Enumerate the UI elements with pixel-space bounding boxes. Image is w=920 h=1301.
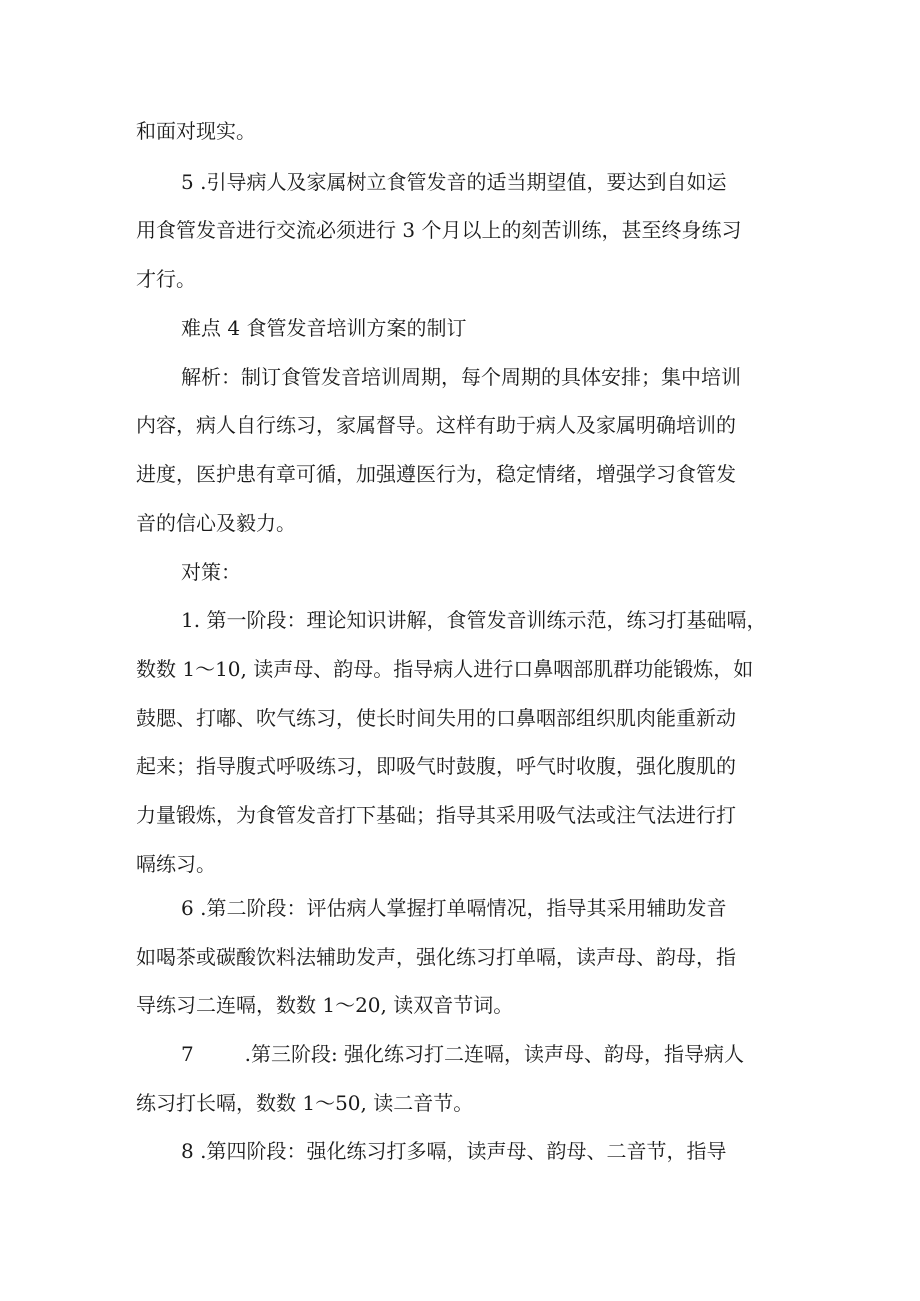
text-line: 才行。	[136, 267, 196, 291]
list-item-5: 5 .引导病人及家属树立食管发音的适当期望值，要达到自如运	[181, 170, 727, 194]
text-line: 和面对现实。	[136, 119, 256, 143]
text-line: 如喝茶或碳酸饮料法辅助发声，强化练习打单嗝，读声母、韵母，指	[136, 945, 736, 969]
strategy-label: 对策：	[181, 560, 241, 584]
text-line: 练习打长嗝，数数 1～50, 读二音节。	[136, 1091, 474, 1115]
text-line: 内容，病人自行练习，家属督导。这样有助于病人及家属明确培训的	[136, 413, 736, 437]
section-heading: 难点 4 食管发音培训方案的制订	[181, 316, 467, 340]
text-line: 起来；指导腹式呼吸练习，即吸气时鼓腹，呼气时收腹，强化腹肌的	[136, 754, 736, 778]
text-line: 鼓腮、打嘟、吹气练习，使长时间失用的口鼻咽部组织肌肉能重新动	[136, 706, 736, 730]
text-line: 音的信心及毅力。	[136, 511, 296, 535]
text-line: 用食管发音进行交流必须进行 3 个月以上的刻苦训练，甚至终身练习	[136, 218, 742, 242]
list-item-1: 1. 第一阶段：理论知识讲解，食管发音训练示范，练习打基础嗝，	[181, 608, 767, 632]
analysis-paragraph: 解析：制订食管发音培训周期，每个周期的具体安排；集中培训	[181, 365, 741, 389]
text-line: 力量锻炼，为食管发音打下基础；指导其采用吸气法或注气法进行打	[136, 803, 736, 827]
text-line: 进度，医护患有章可循，加强遵医行为，稳定情绪，增强学习食管发	[136, 462, 736, 486]
list-item-6: 6 .第二阶段：评估病人掌握打单嗝情况，指导其采用辅助发音	[181, 896, 727, 920]
list-item-7: 7 .第三阶段: 强化练习打二连嗝，读声母、韵母，指导病人	[181, 1042, 745, 1066]
text-line: 导练习二连嗝，数数 1～20, 读双音节词。	[136, 993, 514, 1017]
text-line: 数数 1～10, 读声母、韵母。指导病人进行口鼻咽部肌群功能锻炼，如	[136, 657, 754, 681]
list-item-8: 8 .第四阶段：强化练习打多嗝，读声母、韵母、二音节，指导	[181, 1139, 727, 1163]
text-line: 嗝练习。	[136, 852, 216, 876]
